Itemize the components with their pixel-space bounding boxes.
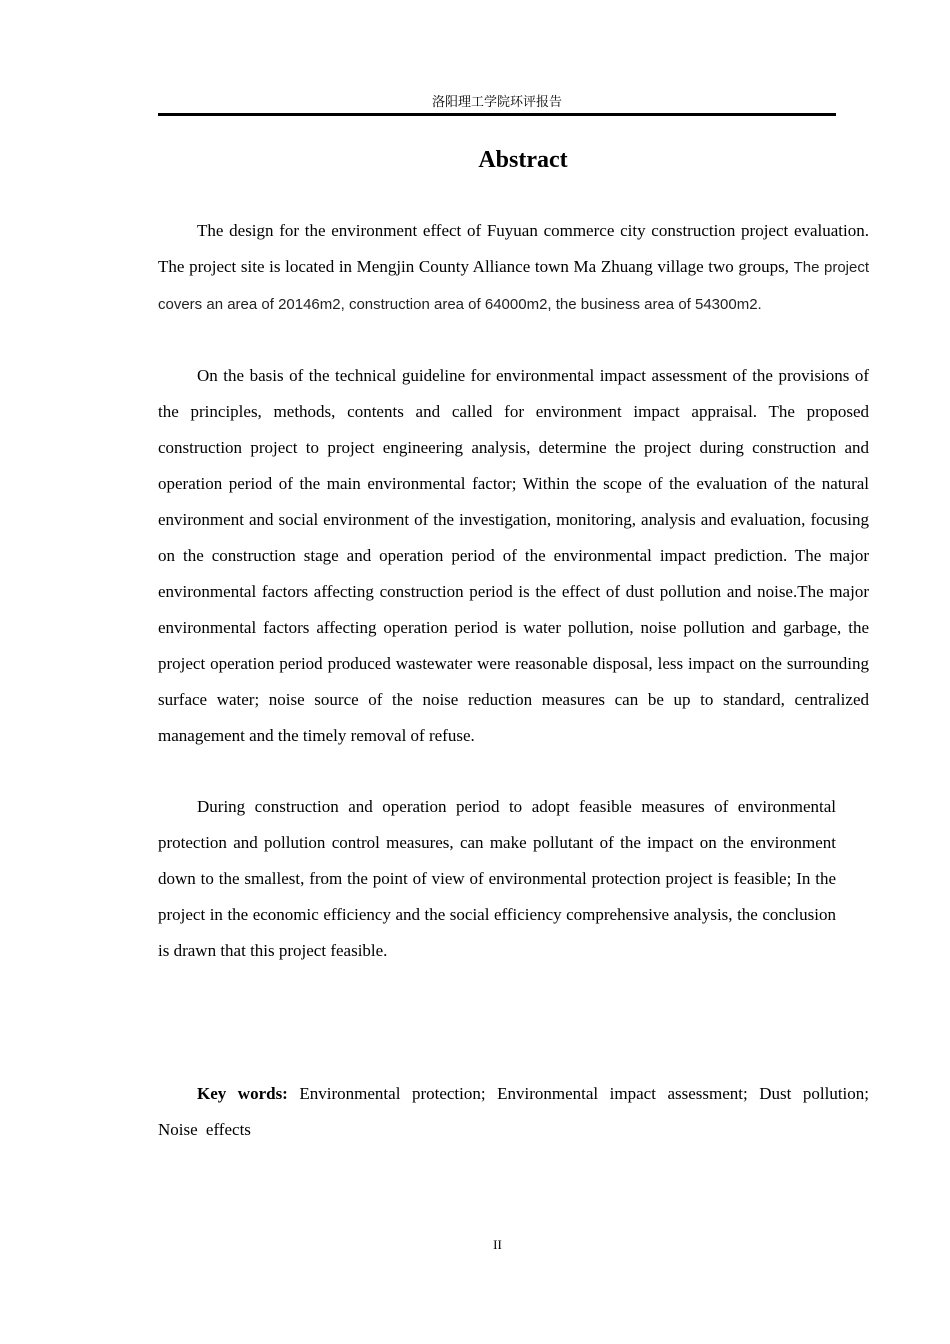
page-number: II xyxy=(493,1237,502,1252)
header-divider xyxy=(158,113,836,116)
paragraph-1-serif-text: The design for the environment effect of Fuyuan commerce city construction project evaluation. The project site is located in Mengjin County Alliance town Ma Zhuang village two groups, xyxy=(158,221,869,276)
paragraph-1-sans-text: The project covers an area of 20146m2, construction area of 64000m2, the business area of 54300m2. xyxy=(158,259,869,313)
running-header: 洛阳理工学院环评报告 xyxy=(431,95,562,110)
abstract-paragraph-2: On the basis of the technical guideline for environmental impact assessment of the provisions of the principles, methods, contents and called for environment impact appraisal. The proposed construction project to project engineering analysis, determine the project during construction and operation period of the main environmental factor; Within the scope of the evaluation of the natural environment and social environment of the investigation, monitoring, analysis and evaluation, focusing on the construction stage and operation period of the environmental impact prediction. The major environmental factors affecting construction period is the effect of dust pollution and noise.The major environmental factors affecting operation period is water pollution, noise pollution and garbage, the project operation period produced wastewater were reasonable disposal, less impact on the surrounding surface water; noise source of the noise reduction measures can be up to standard, centralized management and the timely removal of refuse. xyxy=(158,366,869,745)
abstract-paragraph-3: During construction and operation period to adopt feasible measures of environmental protection and pollution control measures, can make pollutant of the impact on the environment down to the smallest, from the point of view of environmental protection project is feasible; In the project in the economic efficiency and the social efficiency comprehensive analysis, the conclusion is drawn that this project feasible. xyxy=(158,797,836,960)
keywords-list: Environmental protection; Environmental impact assessment; Dust pollution; Noise effects xyxy=(158,1084,870,1139)
keywords-line xyxy=(158,1076,869,1148)
keywords-label: Key words: xyxy=(197,1084,288,1103)
page-title: Abstract xyxy=(478,147,568,173)
abstract-paragraph-1 xyxy=(158,213,869,323)
